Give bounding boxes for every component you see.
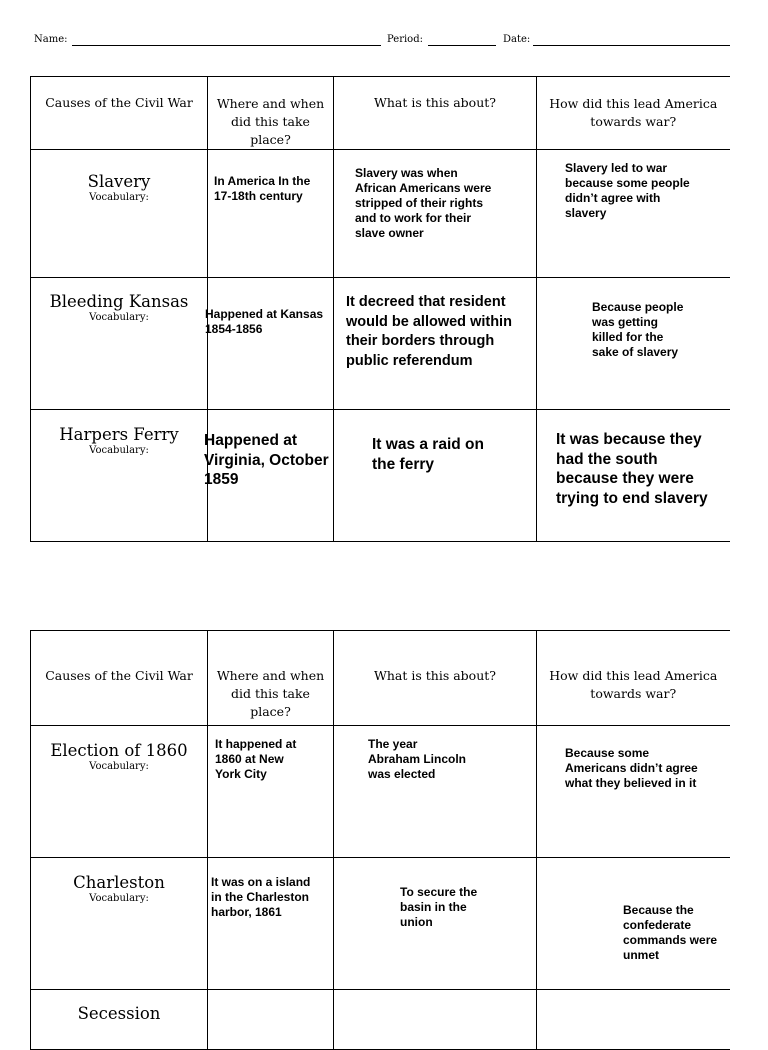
how-answer: Because some Americans didn’t agree what they believed in it xyxy=(565,746,698,790)
vocabulary-label: Vocabulary: xyxy=(89,445,149,456)
table-row xyxy=(31,278,730,410)
vocabulary-label: Vocabulary: xyxy=(89,192,149,203)
how-cell[interactable] xyxy=(537,150,730,278)
what-cell[interactable] xyxy=(334,150,537,278)
where-cell[interactable] xyxy=(204,410,334,542)
cause-cell xyxy=(31,990,208,1050)
where-answer: In America In the 17-18th century xyxy=(214,174,311,203)
what-cell[interactable] xyxy=(334,726,537,858)
column-header: How did this lead America towards war? xyxy=(537,77,730,150)
what-answer: It was a raid on the ferry xyxy=(372,436,484,473)
column-header: Where and when did this take place? xyxy=(208,631,334,726)
what-answer: The year Abraham Lincoln was elected xyxy=(368,737,467,781)
vocabulary-label: Vocabulary: xyxy=(89,312,149,323)
table-row xyxy=(31,726,730,858)
student-info-header xyxy=(34,34,734,50)
table-header-row xyxy=(31,77,730,150)
how-answer: Because people was getting killed for the sake of slavery xyxy=(592,300,684,359)
table-row xyxy=(31,858,730,990)
date-label: Date: xyxy=(503,34,531,45)
vocabulary-label: Vocabulary: xyxy=(89,761,149,772)
how-cell[interactable] xyxy=(537,858,730,990)
how-cell[interactable] xyxy=(537,410,730,542)
where-cell[interactable] xyxy=(208,150,334,278)
how-answer: It was because they had the south because they were trying to end slavery xyxy=(556,431,708,507)
where-cell[interactable] xyxy=(205,278,334,410)
where-answer: Happened at Kansas 1854-1856 xyxy=(205,307,324,336)
where-cell[interactable] xyxy=(208,990,334,1050)
table-row xyxy=(31,990,730,1050)
cause-title: Harpers Ferry xyxy=(59,425,179,444)
what-cell[interactable] xyxy=(334,858,537,990)
civil-war-causes-table-2 xyxy=(30,630,730,1050)
period-label: Period: xyxy=(387,34,423,45)
name-label: Name: xyxy=(34,34,68,45)
period-field[interactable] xyxy=(428,45,496,46)
what-answer: To secure the basin in the union xyxy=(400,885,478,929)
where-answer: It happened at 1860 at New York City xyxy=(215,737,297,781)
cause-title: Slavery xyxy=(87,172,151,191)
table-header-row xyxy=(31,631,730,726)
where-answer: It was on a island in the Charleston harbor, 1861 xyxy=(211,875,311,919)
column-header: What is this about? xyxy=(334,631,537,726)
column-header: Causes of the Civil War xyxy=(31,631,208,726)
column-header: What is this about? xyxy=(334,77,537,150)
cause-cell xyxy=(31,858,208,990)
how-cell[interactable] xyxy=(537,726,730,858)
cause-title: Bleeding Kansas xyxy=(49,292,189,311)
date-field[interactable] xyxy=(533,45,730,46)
column-header: Where and when did this take place? xyxy=(208,77,334,150)
where-cell[interactable] xyxy=(208,726,334,858)
vocabulary-label: Vocabulary: xyxy=(89,893,149,904)
column-header: How did this lead America towards war? xyxy=(537,631,730,726)
what-cell[interactable] xyxy=(334,410,537,542)
cause-title: Charleston xyxy=(73,873,165,892)
what-answer: Slavery was when African Americans were stripped of their rights and to work for their slave owner xyxy=(355,166,492,240)
column-header: Causes of the Civil War xyxy=(31,77,208,150)
how-answer: Because the confederate commands were unmet xyxy=(623,903,718,962)
name-field[interactable] xyxy=(72,45,381,46)
cause-title: Election of 1860 xyxy=(50,741,188,760)
where-answer: Happened at Virginia, October 1859 xyxy=(204,432,329,488)
how-cell[interactable] xyxy=(537,278,730,410)
cause-cell xyxy=(31,726,208,858)
cause-title: Secession xyxy=(77,1004,161,1023)
civil-war-causes-table-1 xyxy=(30,76,730,542)
table-row xyxy=(31,150,730,278)
what-answer: It decreed that resident would be allowed within their borders through public referendum xyxy=(346,294,512,369)
what-cell[interactable] xyxy=(334,278,537,410)
how-answer: Slavery led to war because some people didn’t agree with slavery xyxy=(565,161,690,220)
cause-cell xyxy=(31,278,208,410)
where-cell[interactable] xyxy=(208,858,334,990)
cause-cell xyxy=(31,150,208,278)
table-row xyxy=(31,410,730,542)
how-cell[interactable] xyxy=(537,990,730,1050)
cause-cell xyxy=(31,410,208,542)
what-cell[interactable] xyxy=(334,990,537,1050)
